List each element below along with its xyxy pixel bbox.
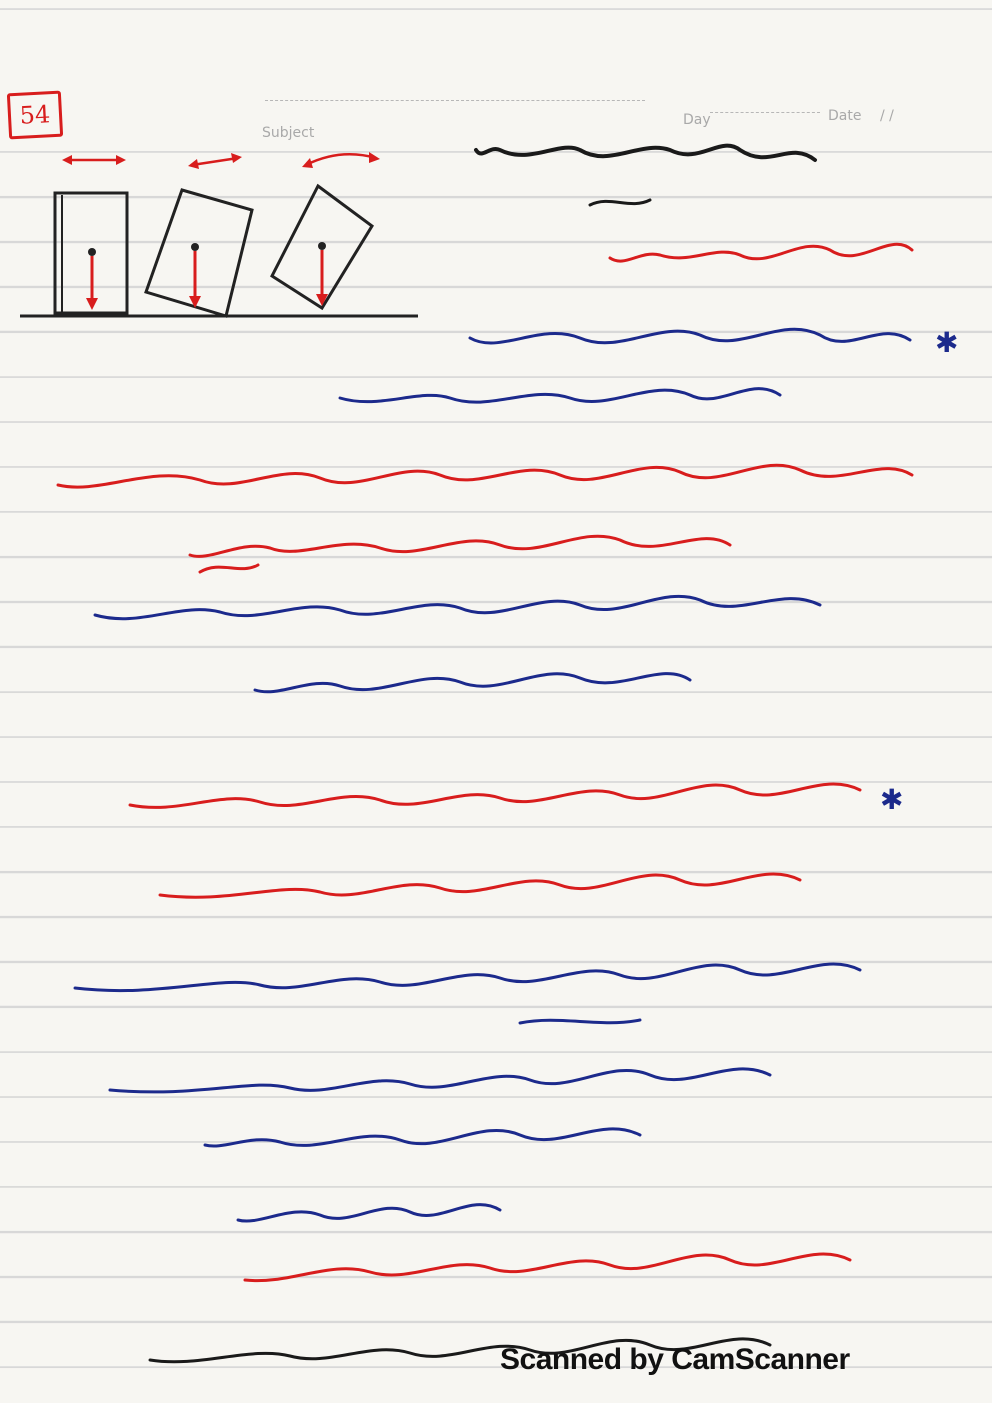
asterisk-icon: ✱ — [935, 326, 959, 359]
date-slashes: / / — [880, 108, 894, 124]
date-label: Date — [828, 108, 862, 124]
asterisk-icon: ✱ — [880, 783, 904, 816]
subject-label: Subject — [262, 125, 315, 141]
camscanner-watermark: Scanned by CamScanner — [500, 1343, 850, 1376]
page-number: 54 — [7, 91, 63, 140]
day-label: Day — [683, 112, 711, 128]
